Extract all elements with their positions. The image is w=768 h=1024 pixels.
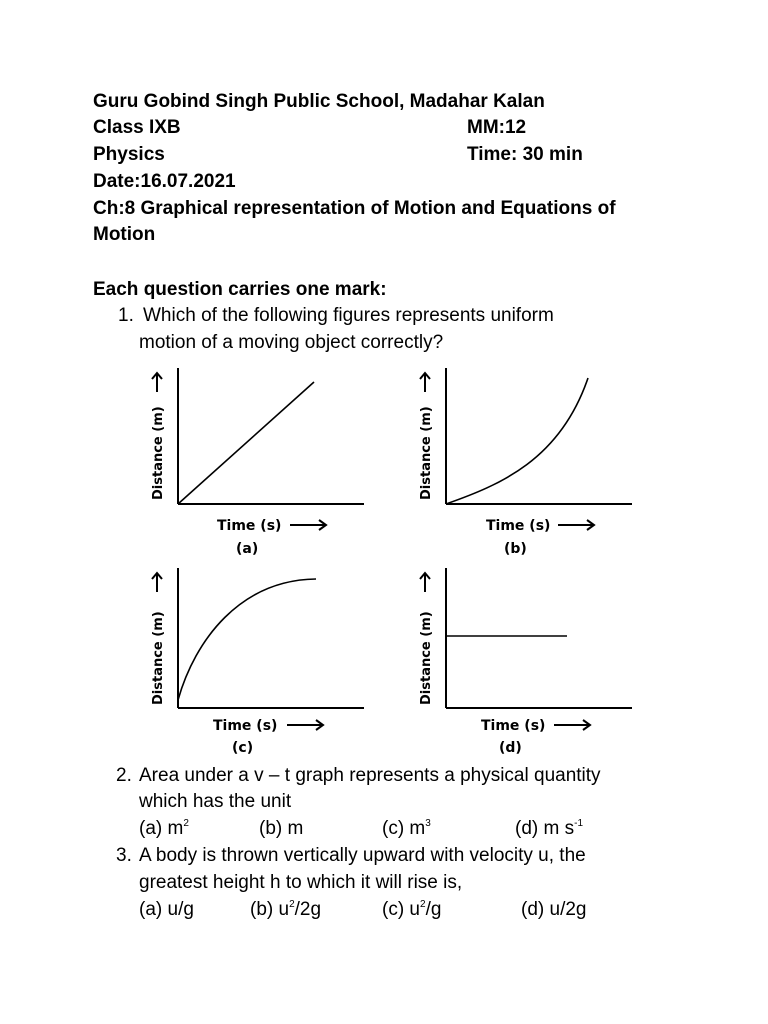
question-2-option-c: (c) $m^3$ (382, 818, 431, 839)
class-label: Class IXB (93, 117, 181, 138)
question-1-text-line2: motion of a moving object correctly? (139, 332, 444, 353)
graph-b-y-label: Distance (m) (419, 406, 434, 500)
graph-b (419, 368, 632, 557)
graph-d-y-label: Distance (m) (419, 611, 434, 705)
graph-d-caption: (d) (499, 740, 522, 756)
question-3-option-c: (c) $u^2/g$ (382, 899, 442, 920)
subject-label: Physics (93, 144, 165, 165)
graph-a-caption: (a) (236, 541, 259, 557)
graph-a-y-arrow-icon (152, 373, 162, 392)
graph-b-curve (446, 378, 588, 504)
graph-b-x-label: Time (s) (486, 518, 551, 534)
question-1-number: 1. (118, 305, 134, 326)
question-1-text-line1: Which of the following figures represents uniform (143, 305, 554, 326)
graph-d-x-label: Time (s) (481, 718, 546, 734)
graph-a (151, 368, 364, 557)
graph-c-caption: (c) (232, 740, 254, 756)
school-name: Guru Gobind Singh Public School, Madahar Kalan (93, 91, 545, 112)
graph-b-y-arrow-icon (420, 373, 430, 392)
question-3-number: 3. (116, 845, 132, 866)
graph-b-caption: (b) (504, 541, 527, 557)
question-2-text-line1: Area under a v – t graph represents a physical quantity (139, 765, 601, 786)
max-marks: MM:12 (467, 117, 527, 138)
graph-a-y-label: Distance (m) (151, 406, 166, 500)
chapter-title-line2: Motion (93, 224, 156, 245)
graph-c-x-label: Time (s) (213, 718, 278, 734)
graph-c (151, 568, 364, 756)
chapter-title-line1: Ch:8 Graphical representation of Motion and Equations of (93, 198, 616, 219)
time-label: Time: 30 min (467, 144, 583, 165)
graph-d-y-arrow-icon (420, 573, 430, 592)
graph-a-curve (178, 382, 314, 504)
question-3-text-line2: greatest height h to which it will rise is, (139, 872, 463, 893)
graph-c-curve (178, 579, 316, 700)
question-2-option-d: (d) m $s^{-1}$ (515, 818, 584, 839)
instructions: Each question carries one mark: (93, 279, 387, 300)
graph-b-x-arrow-icon (558, 520, 594, 530)
question-3-option-a: (a) u/g (139, 899, 194, 920)
graph-c-x-arrow-icon (287, 720, 323, 730)
graph-d-x-arrow-icon (554, 720, 590, 730)
question-3-option-b: (b) $u^2/2g$ (250, 899, 322, 920)
graph-a-x-label: Time (s) (217, 518, 282, 534)
date-label: Date:16.07.2021 (93, 171, 236, 192)
question-2-text-line2: which has the unit (139, 791, 292, 812)
graph-d (419, 568, 632, 756)
question-2-option-b: (b) m (259, 818, 304, 839)
graph-c-y-arrow-icon (152, 573, 162, 592)
question-3-option-d: (d) u/2g (521, 899, 587, 920)
graph-c-y-label: Distance (m) (151, 611, 166, 705)
question-2-option-a: (a) $m^2$ (139, 818, 189, 839)
question-2-number: 2. (116, 765, 132, 786)
graph-a-x-arrow-icon (290, 520, 326, 530)
question-3-text-line1: A body is thrown vertically upward with velocity u, the (139, 845, 586, 866)
